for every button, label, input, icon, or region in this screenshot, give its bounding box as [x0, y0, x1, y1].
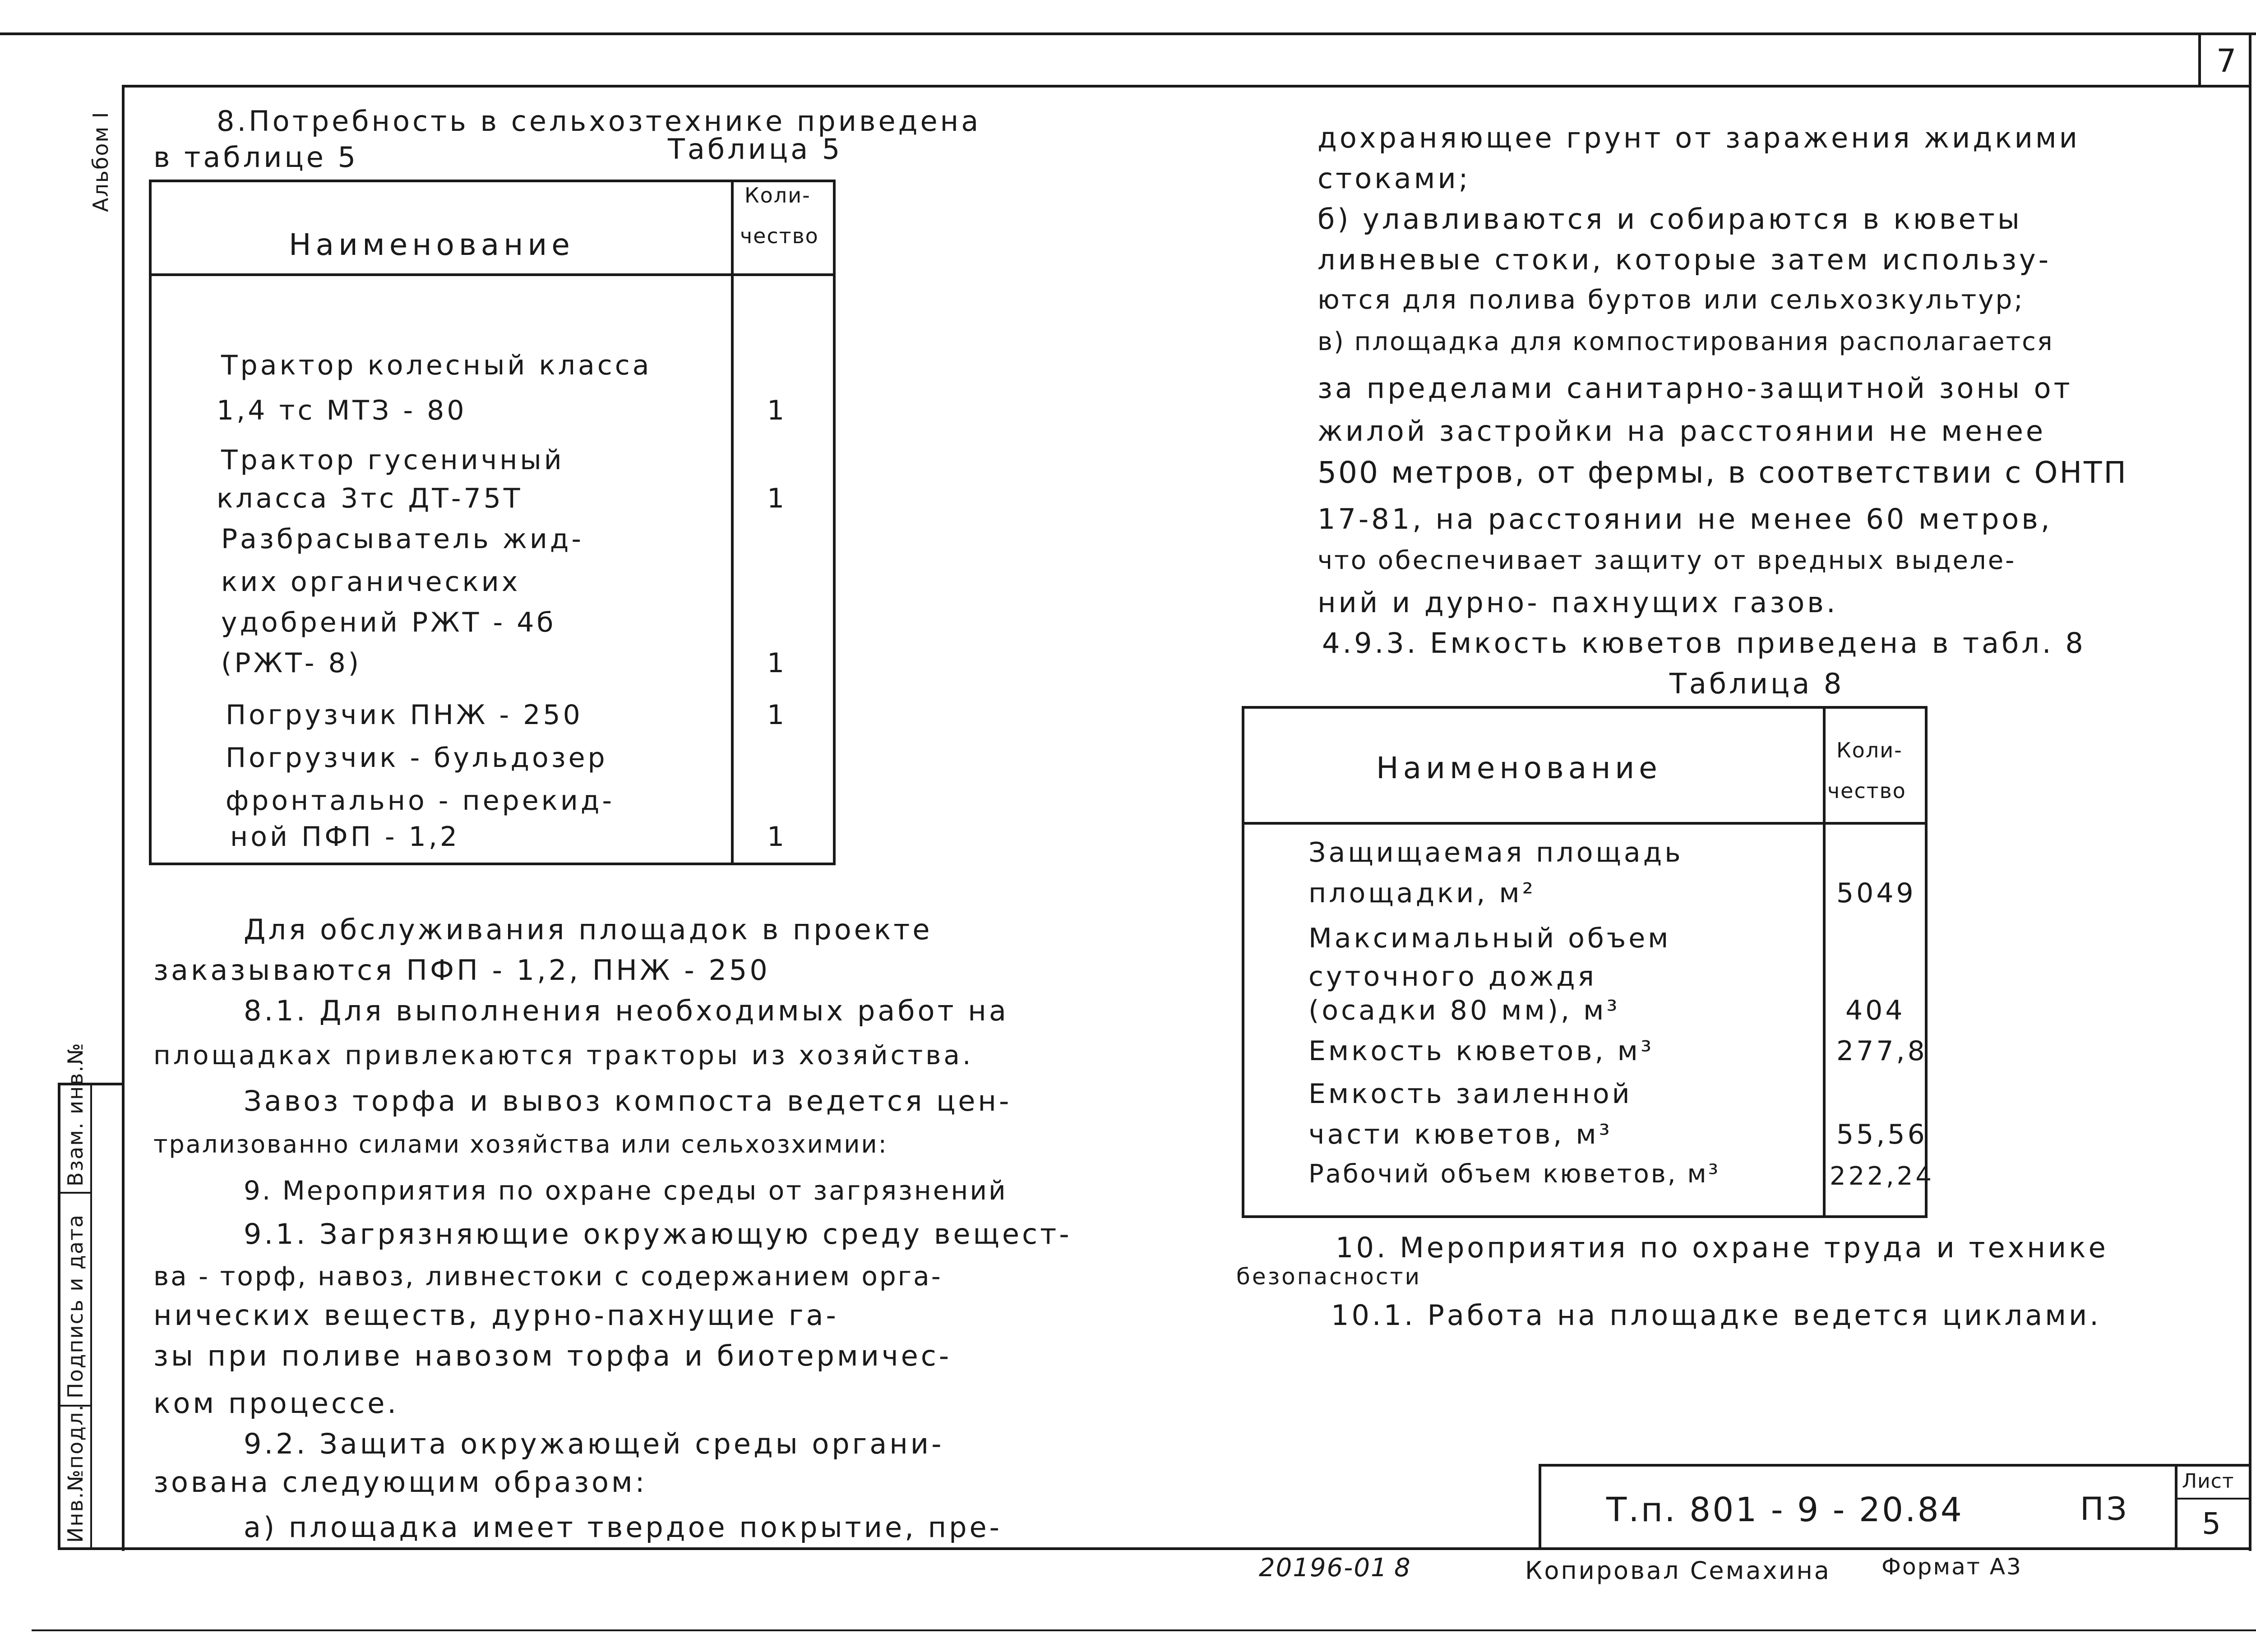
side-stamp-sep-2	[58, 1192, 92, 1194]
left-para-14: зована следующим образом:	[153, 1466, 647, 1499]
table5-head-name: Наименование	[289, 227, 574, 262]
title-block-sheet-mid	[2175, 1498, 2251, 1500]
table5-head-divider	[149, 273, 836, 276]
right-para-11: что обеспечивает защиту от вредных выделе-	[1318, 546, 2016, 575]
table5-row2-qty: 1	[767, 483, 787, 514]
left-para-5: Завоз торфа и вывоз компоста ведется цен-	[244, 1084, 1012, 1117]
table8-row3-qty: 277,8	[1836, 1035, 1928, 1067]
footer-format: Формат А3	[1882, 1554, 2022, 1580]
table8-row2-line3: (осадки 80 мм), м³	[1308, 995, 1620, 1026]
table5-row3-line3: удобрений РЖТ - 4б	[221, 607, 556, 638]
table5-row5-line1: Погрузчик - бульдозер	[226, 742, 608, 774]
table8-row1-line1: Защищаемая площадь	[1308, 837, 1683, 868]
page-bottom-line	[32, 1629, 2256, 1631]
table8-head-qty-1: Коли-	[1836, 738, 1903, 762]
side-stamp-inv: Инв.№подл.	[63, 1403, 88, 1543]
frame-top-line	[0, 32, 2256, 35]
album-label: Альбом I	[88, 111, 113, 212]
table5-row5-line2: фронтально - перекид-	[226, 785, 615, 817]
right-para-7: за пределами санитарно-защитной зоны от	[1318, 372, 2073, 405]
table8-head-qty-2: чество	[1827, 779, 1906, 803]
right-para-3: б) улавливаются и собираются в кюветы	[1318, 203, 2022, 235]
table8-head-name: Наименование	[1376, 751, 1662, 785]
table8-row2-qty: 404	[1845, 995, 1905, 1026]
table5-row1-line1: Трактор колесный класса	[221, 350, 652, 381]
left-para-10: нических веществ, дурно-пахнущие га-	[153, 1299, 839, 1332]
footer-inv: 20196-01	[1259, 1553, 1388, 1583]
left-para-3: 8.1. Для выполнения необходимых работ на	[244, 994, 1009, 1027]
frame-bottom-line	[58, 1547, 2251, 1550]
title-block-left	[1539, 1464, 1541, 1550]
table5-row2-line1: Трактор гусеничный	[221, 444, 564, 476]
right-after-1: 10. Мероприятия по охране труда и технике	[1336, 1231, 2108, 1264]
left-para-4: площадках привлекаются тракторы из хозяйства.	[153, 1040, 974, 1071]
table5-row4-line1: Погрузчик ПНЖ - 250	[226, 699, 583, 731]
table8-row2-line1: Максимальный объем	[1308, 923, 1671, 954]
table5-row4-qty: 1	[767, 699, 787, 731]
right-para-6: в) площадка для компостирования располагается	[1318, 327, 2054, 356]
table8-caption: Таблица 8	[1669, 667, 1845, 700]
right-para-12: ний и дурно- пахнущих газов.	[1318, 586, 1838, 619]
left-para-8: 9.1. Загрязняющие окружающую среду вещест-	[244, 1218, 1072, 1251]
right-after-2: безопасности	[1236, 1264, 1421, 1290]
table8-row3-line1: Емкость кюветов, м³	[1308, 1035, 1655, 1067]
corner-sheet-number: 7	[2216, 42, 2239, 79]
table5-row1-line2: 1,4 тс МТЗ - 80	[217, 395, 467, 426]
table8-row1-line2: площадки, м²	[1308, 877, 1536, 909]
left-para-13: 9.2. Защита окружающей среды органи-	[244, 1427, 944, 1460]
right-after-3: 10.1. Работа на площадке ведется циклами.	[1331, 1299, 2101, 1332]
left-para-15: а) площадка имеет твердое покрытие, пре-	[244, 1511, 1002, 1544]
table5-row2-line2: класса 3тс ДТ-75Т	[217, 483, 523, 514]
table5-head-qty-2: чество	[740, 224, 819, 248]
left-para-6: трализованно силами хозяйства или сельхозхимии:	[153, 1130, 888, 1158]
right-para-8: жилой застройки на расстоянии не менее	[1318, 415, 2046, 448]
table8-col-divider	[1823, 706, 1826, 1218]
right-para-5: ются для полива буртов или сельхозкультур;	[1318, 284, 2025, 315]
intro-line-2: в таблице 5	[153, 141, 359, 174]
title-block-sheet-number: 5	[2202, 1506, 2224, 1541]
frame-right-line	[2249, 32, 2251, 1551]
left-para-2: заказываются ПФП - 1,2, ПНЖ - 250	[153, 954, 770, 987]
table5-row5-qty: 1	[767, 821, 787, 853]
table8-row5-line1: Рабочий объем кюветов, м³	[1308, 1159, 1720, 1189]
right-para-13: 4.9.3. Емкость кюветов приведена в табл. 8	[1322, 627, 2086, 660]
left-para-11: зы при поливе навозом торфа и биотермичес-	[153, 1339, 952, 1372]
frame-inner-top-line	[122, 85, 2251, 88]
right-para-1: дохраняющее грунт от заражения жидкими	[1318, 121, 2080, 154]
title-block-section: ПЗ	[2080, 1490, 2130, 1527]
left-para-1: Для обслуживания площадок в проекте	[244, 913, 933, 946]
table8-head-divider	[1242, 822, 1928, 825]
side-stamp-replace: Взам. инв.№	[63, 1042, 88, 1186]
table8-row1-qty: 5049	[1836, 877, 1916, 909]
left-para-9: ва - торф, навоз, ливнестоки с содержанием орга-	[153, 1261, 943, 1292]
right-para-4: ливневые стоки, которые затем использу-	[1318, 243, 2052, 276]
table8-row2-line2: суточного дождя	[1308, 961, 1597, 992]
table5-row3-qty: 1	[767, 647, 787, 679]
title-block-sheet-label: Лист	[2182, 1470, 2234, 1493]
intro-line-1: 8.Потребность в сельхозтехнике приведена	[217, 105, 981, 138]
table5-col-divider	[731, 180, 734, 865]
table5-row5-line3: ной ПФП - 1,2	[230, 821, 460, 853]
table8-row4-qty: 55,56	[1836, 1119, 1928, 1150]
side-stamp-sign: Подпись и дата	[63, 1214, 88, 1398]
table5-row1-qty: 1	[767, 395, 787, 426]
footer-num: 8	[1394, 1553, 1413, 1583]
table5-head-qty-1: Коли-	[744, 183, 811, 208]
left-para-7: 9. Мероприятия по охране среды от загрязнений	[244, 1175, 1008, 1206]
table5-caption: Таблица 5	[668, 133, 843, 166]
title-block-sheet-left	[2175, 1464, 2177, 1550]
table8-row4-line1: Емкость заиленной	[1308, 1078, 1632, 1110]
right-para-9: 500 метров, от фермы, в соответствии с ОНТП	[1318, 455, 2128, 490]
right-para-10: 17-81, на расстоянии не менее 60 метров,	[1318, 503, 2053, 535]
right-para-2: стоками;	[1318, 162, 1471, 195]
footer-copied: Копировал Семахина	[1525, 1556, 1831, 1585]
table5-row3-line4: (РЖТ- 8)	[221, 647, 362, 679]
left-para-12: ком процессе.	[153, 1387, 399, 1420]
table5-row3-line1: Разбрасыватель жид-	[221, 523, 584, 555]
table8-row5-qty: 222,24	[1830, 1162, 1934, 1191]
table5-row3-line2: ких органических	[221, 566, 521, 598]
side-stamp-divider	[90, 1083, 92, 1550]
title-block-top	[1539, 1464, 2251, 1467]
table8-row4-line2: части кюветов, м³	[1308, 1119, 1613, 1150]
title-block-code: Т.п. 801 - 9 - 20.84	[1606, 1490, 1964, 1529]
